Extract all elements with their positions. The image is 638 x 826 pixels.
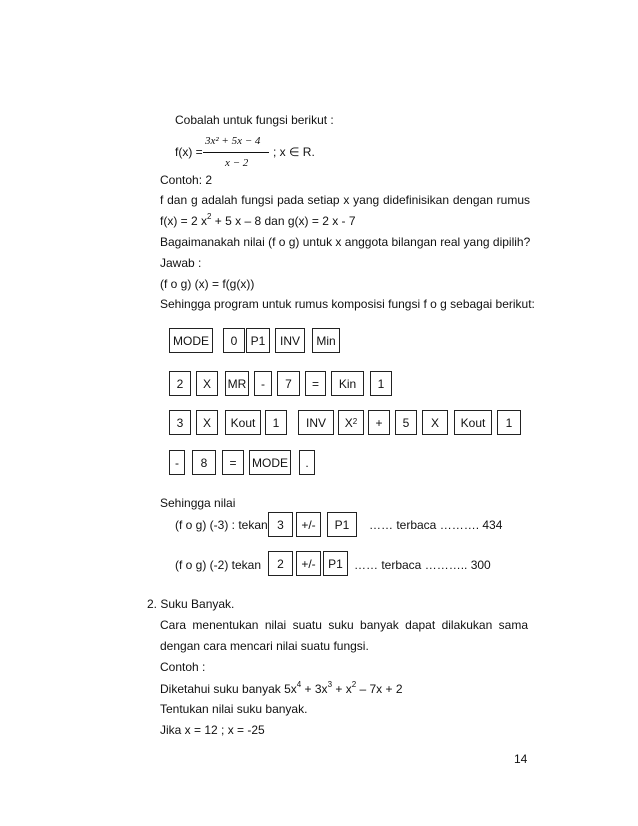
key-plus-minus: +/- (296, 551, 321, 576)
key-3: 3 (268, 512, 293, 537)
example-line2: f(x) = 2 $x^2 + 5$ x – 8 dan g(x) = 2 x - 7 (160, 212, 356, 228)
key-kin: Kin (331, 371, 364, 396)
result2-label: (f o g) (-2) tekan (175, 558, 262, 572)
key-mode: MODE (169, 328, 213, 353)
answer-formula: (f o g) (x) = f(g(x)) (160, 277, 255, 291)
key-kout: Kout (225, 410, 261, 435)
fraction-numerator: 3x² + 5x − 4 (205, 135, 261, 147)
example-heading: Contoh: 2 (160, 173, 213, 187)
key-inv: INV (298, 410, 334, 435)
key-2: 2 (268, 551, 293, 576)
result2-text: …… terbaca ……….. 300 (354, 558, 491, 572)
result1-text: …… terbaca ………. 434 (369, 518, 503, 532)
key-1: 1 (265, 410, 287, 435)
program-intro: Sehingga program untuk rumus komposisi fungsi f o g sebagai berikut: (160, 297, 535, 311)
intro-line: Cobalah untuk fungsi berikut : (175, 113, 334, 127)
section2-jika: Jika x = 12 ; x = -25 (160, 723, 265, 737)
key-x: X (196, 371, 218, 396)
result1-label: (f o g) (-3) : tekan (175, 518, 268, 532)
example-question: Bagaimanakah nilai (f o g) untuk x anggota bilangan real yang dipilih? (160, 235, 531, 249)
key-x: X (196, 410, 218, 435)
section2-p2: dengan cara mencari nilai suatu fungsi. (160, 639, 369, 653)
key-mode: MODE (249, 450, 291, 475)
key-x: X (422, 410, 448, 435)
answer-label: Jawab : (160, 256, 202, 270)
key-mr: MR (225, 371, 249, 396)
fraction-denominator: x − 2 (225, 157, 249, 169)
key-minus: - (169, 450, 185, 475)
key-1: 1 (370, 371, 392, 396)
key-5: 5 (395, 410, 417, 435)
key-p1: P1 (323, 551, 348, 576)
key-3: 3 (169, 410, 191, 435)
fraction-bar (203, 152, 269, 153)
section2-heading: 2. Suku Banyak. (147, 597, 235, 611)
key-8: 8 (192, 450, 216, 475)
key-min: Min (312, 328, 340, 353)
key-plus-minus: +/- (296, 512, 321, 537)
section2-p1: Cara menentukan nilai suatu suku banyak dapat dilakukan sama (160, 618, 528, 632)
key-inv: INV (275, 328, 305, 353)
key-0: 0 (223, 328, 245, 353)
key-p1: P1 (246, 328, 270, 353)
domain-text: ; x ∈ R. (273, 145, 315, 159)
key-equals: = (222, 450, 244, 475)
polynomial: Diketahui suku banyak $5x^4 + 3x^3 + x^2 - 7x + 2$ (160, 680, 403, 696)
key-2: 2 (169, 371, 191, 396)
key-p1: P1 (327, 512, 357, 537)
key-1: 1 (497, 410, 521, 435)
example-line1: f dan g adalah fungsi pada setiap x yang didefinisikan dengan rumus (160, 193, 530, 207)
key-dot: . (299, 450, 315, 475)
section2-contoh: Contoh : (160, 660, 206, 674)
key-kout: Kout (454, 410, 492, 435)
key-minus: - (254, 371, 272, 396)
f-label: f(x) = (175, 145, 203, 159)
section2-tentukan: Tentukan nilai suku banyak. (160, 702, 308, 716)
key-plus: + (368, 410, 390, 435)
page-number: 14 (514, 752, 528, 766)
key-equals: = (305, 371, 326, 396)
results-intro: Sehingga nilai (160, 496, 236, 510)
key-7: 7 (277, 371, 300, 396)
key-x-squared: X $^2$ (338, 410, 364, 435)
